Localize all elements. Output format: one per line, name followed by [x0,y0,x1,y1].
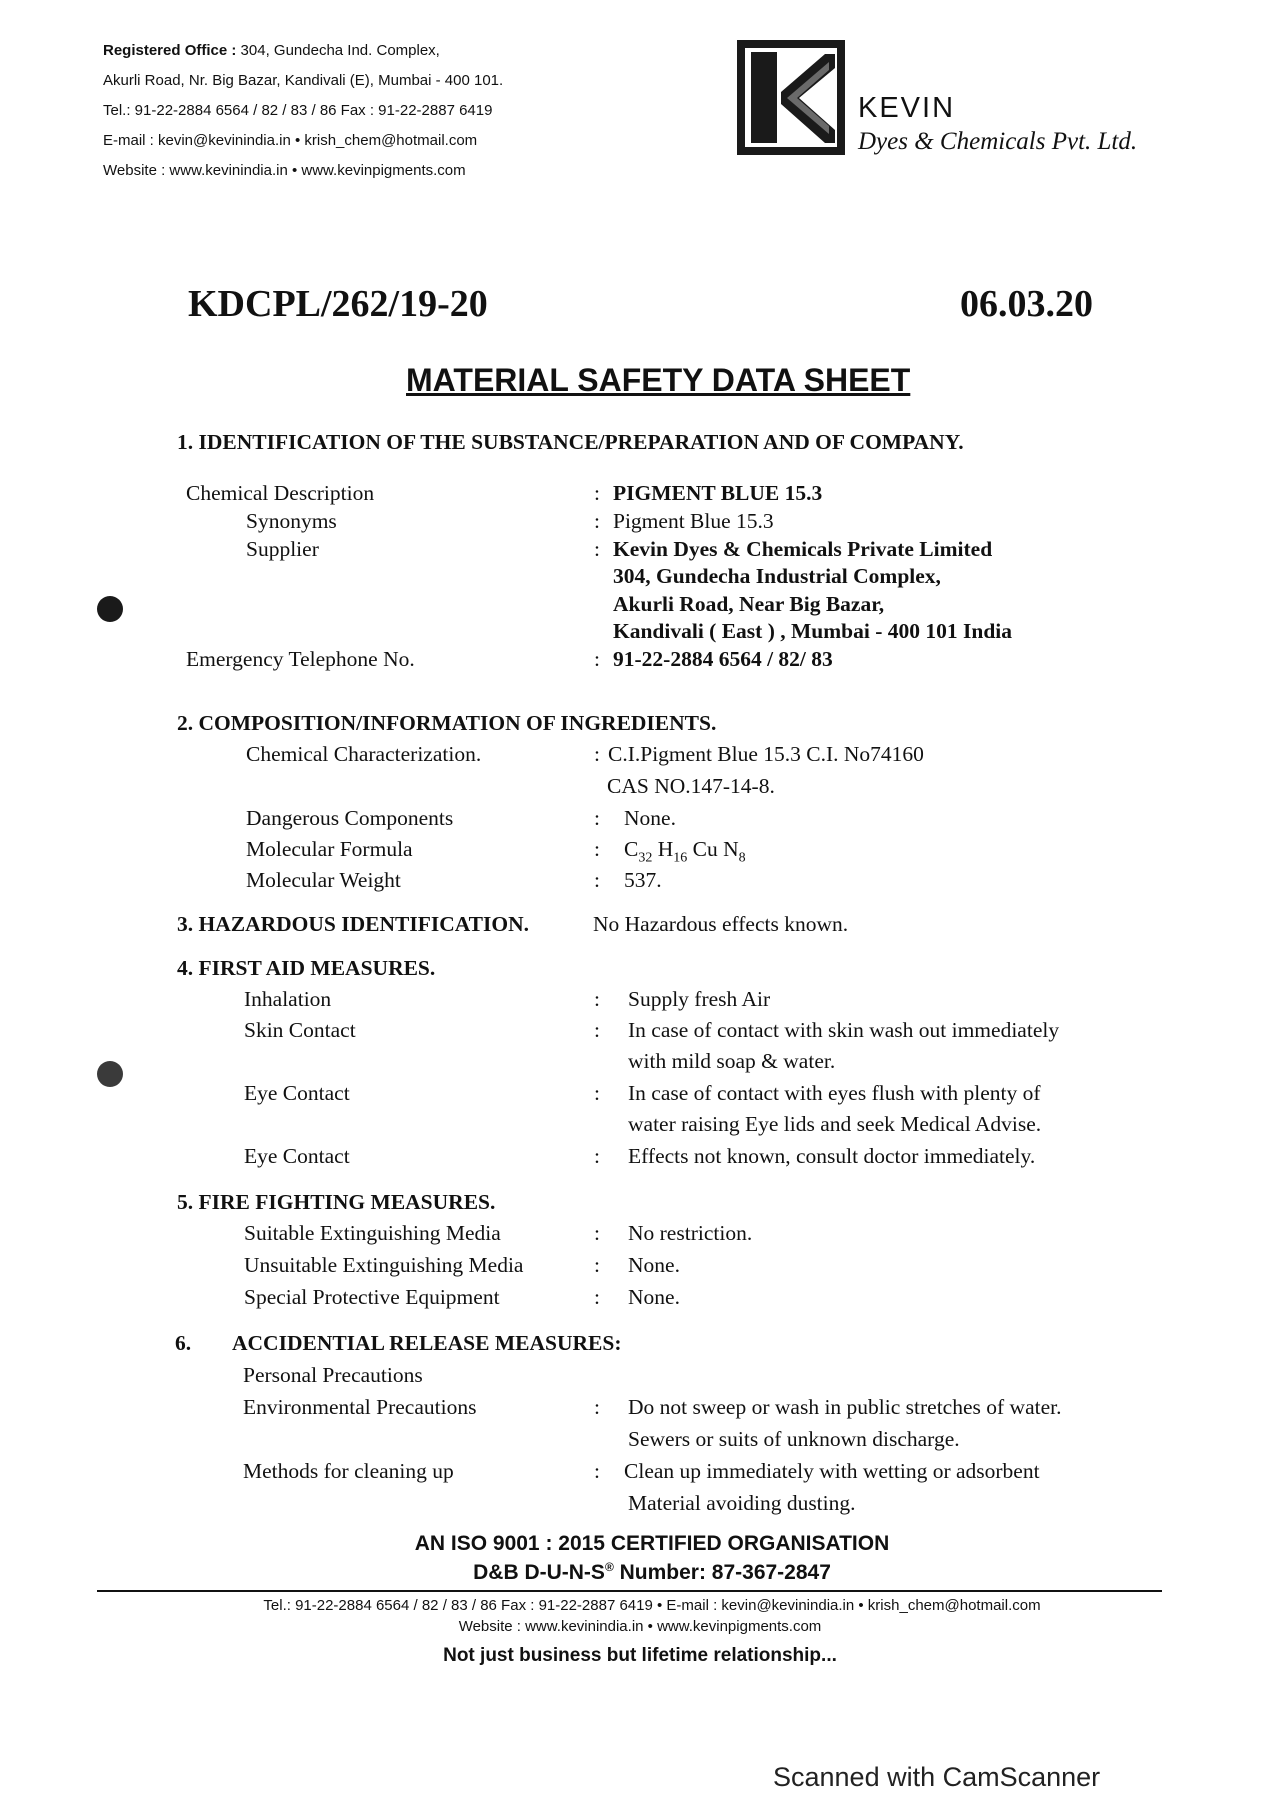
molecular-weight-value: 537. [624,868,662,892]
document-title: MATERIAL SAFETY DATA SHEET [406,362,911,398]
colon: : [594,987,600,1011]
chemical-description-value: PIGMENT BLUE 15.3 [613,481,823,505]
footer-contact-line: Tel.: 91-22-2884 6564 / 82 / 83 / 86 Fax : 91-22-2887 6419 • E-mail : kevin@kevinindia.in • krish_chem@hotmail.com [263,1597,1041,1614]
colon: : [594,1253,600,1277]
chemical-characterization-label: Chemical Characterization. [246,742,482,766]
colon: : [594,1395,600,1419]
header-email-line: E-mail : kevin@kevinindia.in • krish_chem@hotmail.com [103,132,478,149]
colon: : [594,868,600,892]
registered-office-line2: Akurli Road, Nr. Big Bazar, Kandivali (E), Mumbai - 400 101. [103,72,504,89]
cleaning-methods-label: Methods for cleaning up [243,1459,454,1483]
colon: : [594,742,600,766]
section1-heading: 1. IDENTIFICATION OF THE SUBSTANCE/PREPARATION AND OF COMPANY. [177,430,964,454]
environmental-precautions-value-1: Do not sweep or wash in public stretches of water. [628,1395,1062,1419]
cleaning-methods-value-1: Clean up immediately with wetting or adsorbent [624,1459,1040,1483]
molecular-formula-value: $C_{32}$ $H_{16}$ Cu $N_8$ [624,837,746,866]
supplier-line-3: Akurli Road, Near Big Bazar, [613,592,885,616]
footer-slogan: Not just business but lifetime relationship... [443,1645,837,1666]
colon: : [594,537,600,561]
registered-office-label: Registered Office : [103,42,237,59]
colon: : [594,1459,600,1483]
unsuitable-media-value: None. [628,1253,680,1277]
colon: : [594,806,600,830]
duns-number: D&B D-U-N-S® Number: 87-367-2847 [473,1560,831,1584]
protective-equipment-value: None. [628,1285,680,1309]
molecular-formula-label: Molecular Formula [246,837,413,861]
personal-precautions-label: Personal Precautions [243,1363,423,1387]
skin-contact-label: Skin Contact [244,1018,356,1042]
molecular-weight-label: Molecular Weight [246,868,401,892]
colon: : [594,509,600,533]
reference-number: KDCPL/262/19-20 [188,283,488,325]
header-website-line: Website : www.kevinindia.in • www.kevinpigments.com [103,162,466,179]
dangerous-components-label: Dangerous Components [246,806,454,830]
header-tel-line: Tel.: 91-22-2884 6564 / 82 / 83 / 86 Fax : 91-22-2887 6419 [103,102,493,119]
section6-number: 6. [175,1331,192,1355]
eye-contact-label: Eye Contact [244,1081,350,1105]
emergency-telephone-value: 91-22-2884 6564 / 82/ 83 [613,647,833,671]
section5-heading: 5. FIRE FIGHTING MEASURES. [177,1190,496,1214]
document-date: 06.03.20 [960,283,1093,325]
inhalation-value: Supply fresh Air [628,987,771,1011]
synonyms-label: Synonyms [246,509,337,533]
chemical-characterization-value: C.I.Pigment Blue 15.3 C.I. No74160 [608,742,924,766]
iso-certification: AN ISO 9001 : 2015 CERTIFIED ORGANISATION [414,1532,890,1555]
supplier-line-2: 304, Gundecha Industrial Complex, [613,564,941,588]
skin-contact-value-1: In case of contact with skin wash out immediately [628,1018,1060,1042]
section3-heading: 3. HAZARDOUS IDENTIFICATION. [177,912,530,936]
cas-number-value: CAS NO.147-14-8. [607,774,775,798]
company-logo [737,40,845,155]
punch-hole-top [97,596,123,622]
environmental-precautions-value-2: Sewers or suits of unknown discharge. [628,1427,960,1451]
colon: : [594,647,600,671]
inhalation-label: Inhalation [244,987,332,1011]
registered-office-line1: 304, Gundecha Ind. Complex, [240,42,440,59]
eye-contact-value-1: In case of contact with eyes flush with plenty of [628,1081,1041,1105]
environmental-precautions-label: Environmental Precautions [243,1395,477,1419]
protective-equipment-label: Special Protective Equipment [244,1285,500,1309]
colon: : [594,1144,600,1168]
section6-heading: ACCIDENTIAL RELEASE MEASURES: [232,1331,622,1355]
cleaning-methods-value-2: Material avoiding dusting. [628,1491,856,1515]
colon: : [594,837,600,861]
chemical-description-label: Chemical Description [186,481,375,505]
footer-divider [97,1590,1162,1592]
suitable-media-label: Suitable Extinguishing Media [244,1221,501,1245]
eye-contact-2-label: Eye Contact [244,1144,350,1168]
eye-contact-value-2: water raising Eye lids and seek Medical Advise. [628,1112,1042,1136]
colon: : [594,1018,600,1042]
emergency-telephone-label: Emergency Telephone No. [186,647,415,671]
brand-tagline: Dyes & Chemicals Pvt. Ltd. [858,128,1138,155]
supplier-line-4: Kandivali ( East ) , Mumbai - 400 101 India [613,619,1012,643]
colon: : [594,1221,600,1245]
colon: : [594,1285,600,1309]
colon: : [594,1081,600,1105]
eye-contact-2-value: Effects not known, consult doctor immediately. [628,1144,1036,1168]
unsuitable-media-label: Unsuitable Extinguishing Media [244,1253,524,1277]
section3-value: No Hazardous effects known. [593,912,849,936]
synonyms-value: Pigment Blue 15.3 [613,509,774,533]
camscanner-watermark: Scanned with CamScanner [773,1762,1101,1792]
punch-hole-bottom [97,1061,123,1087]
suitable-media-value: No restriction. [628,1221,753,1245]
section4-heading: 4. FIRST AID MEASURES. [177,956,436,980]
supplier-label: Supplier [246,537,319,561]
colon: : [594,481,600,505]
supplier-line-1: Kevin Dyes & Chemicals Private Limited [613,537,993,561]
skin-contact-value-2: with mild soap & water. [628,1049,836,1073]
brand-name: KEVIN [858,92,956,124]
section2-heading: 2. COMPOSITION/INFORMATION OF INGREDIENTS. [177,711,717,735]
dangerous-components-value: None. [624,806,676,830]
k-logo-icon [737,40,845,155]
footer-website-line: Website : www.kevinindia.in • www.kevinpigments.com [458,1618,822,1635]
